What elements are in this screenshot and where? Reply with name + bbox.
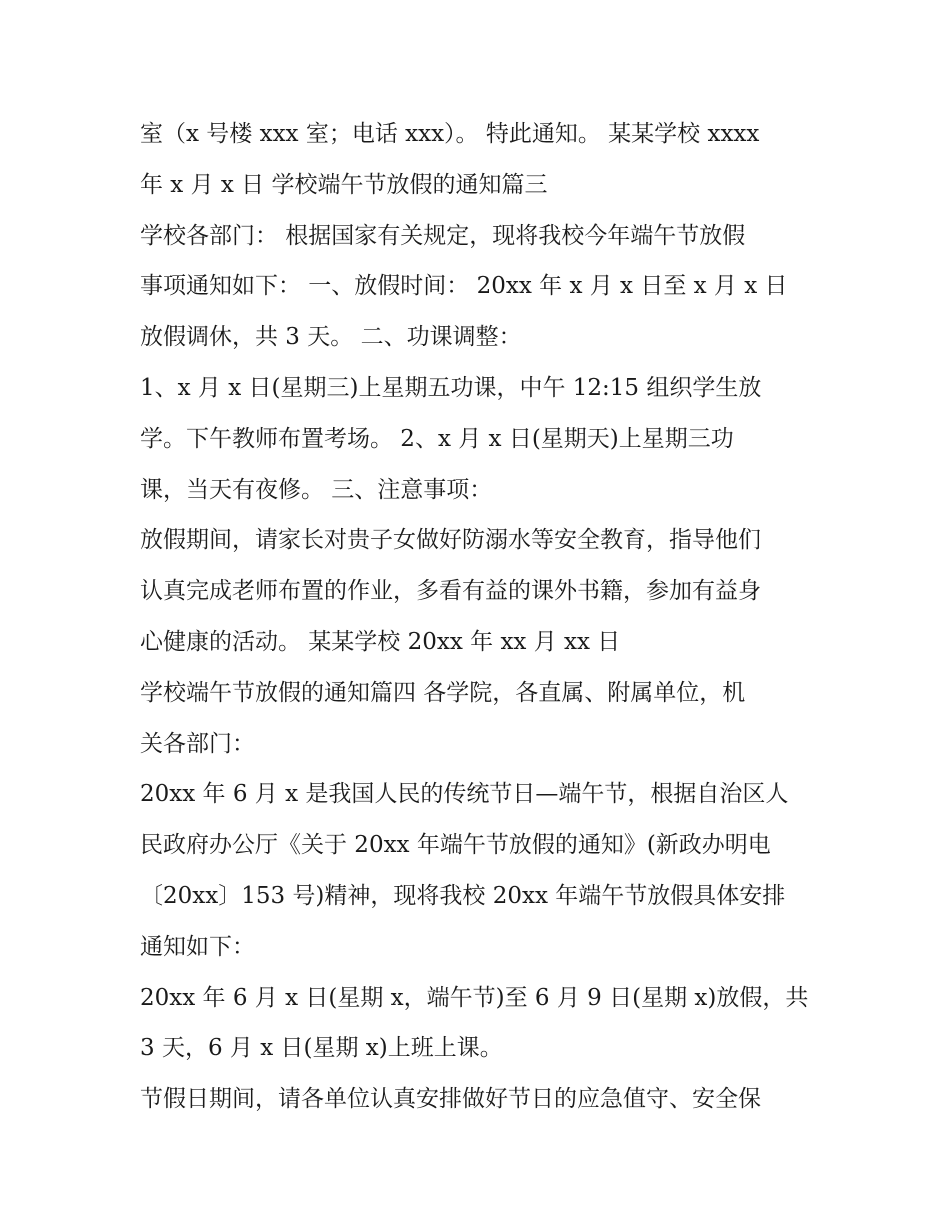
text-line: 3 天，6 月 x 日(星期 x)上班上课。 (140, 1035, 503, 1062)
text-line: 20xx 年 6 月 x 是我国人民的传统节日—端午节，根据自治区人 (140, 781, 789, 808)
text-line: 放假调休，共 3 天。 二、功课调整： (140, 324, 522, 351)
text-line: 学校端午节放假的通知篇四 各学院，各直属、附属单位，机 (140, 679, 746, 706)
text-line: 1、x 月 x 日(星期三)上星期五功课，中午 12:15 组织学生放 (140, 374, 762, 401)
text-line: 20xx 年 6 月 x 日(星期 x，端午节)至 6 月 9 日(星期 x)放假，共 (140, 984, 809, 1011)
text-line: 课，当天有夜修。 三、注意事项： (140, 476, 493, 503)
document-body (140, 109, 830, 1125)
text-line: 年 x 月 x 日 学校端午节放假的通知篇三 (140, 171, 548, 198)
text-line: 〔20xx〕153 号)精神，现将我校 20xx 年端午节放假具体安排 (140, 882, 786, 909)
text-line: 事项通知如下： 一、放假时间： 20xx 年 x 月 x 日至 x 月 x 日 (140, 273, 788, 300)
text-line: 心健康的活动。 某某学校 20xx 年 xx 月 xx 日 (140, 628, 621, 655)
text-line: 通知如下： (140, 933, 255, 960)
text-line: 放假期间，请家长对贵子女做好防溺水等安全教育，指导他们 (140, 527, 761, 554)
text-line: 节假日期间，请各单位认真安排做好节日的应急值守、安全保 (140, 1086, 761, 1113)
text-line: 学。下午教师布置考场。 2、x 月 x 日(星期天)上星期三功 (140, 425, 734, 452)
text-line: 室（x 号楼 xxx 室；电话 xxx）。 特此通知。 某某学校 xxxx (140, 121, 760, 147)
text-line: 学校各部门： 根据国家有关规定，现将我校今年端午节放假 (140, 222, 746, 249)
text-line: 关各部门： (140, 730, 255, 757)
text-line: 认真完成老师布置的作业，多看有益的课外书籍，参加有益身 (140, 578, 761, 605)
text-line: 民政府办公厅《关于 20xx 年端午节放假的通知》(新政办明电 (140, 832, 771, 859)
